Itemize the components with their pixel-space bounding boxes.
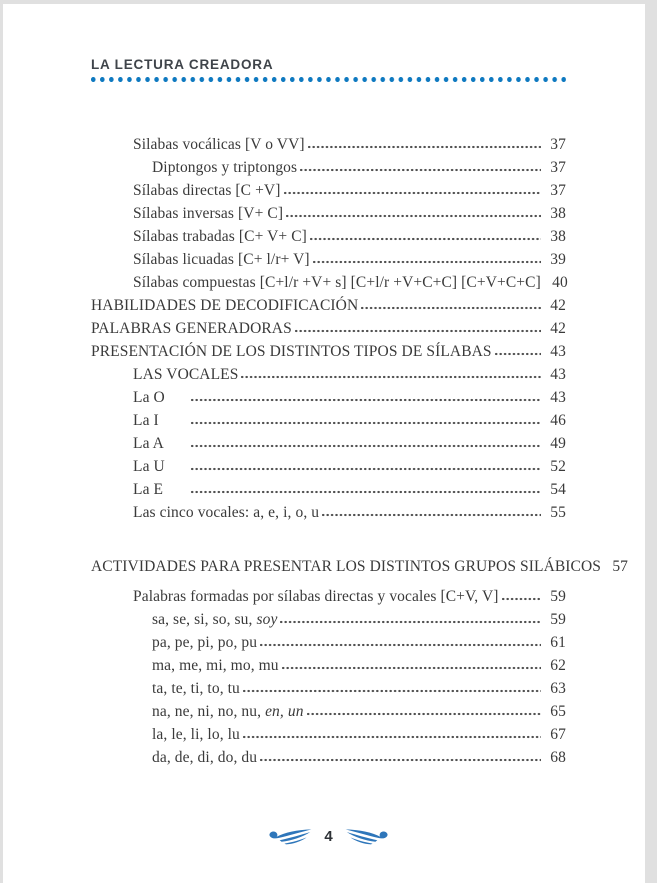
toc-entry — [91, 386, 566, 409]
dot-leader — [494, 343, 541, 356]
toc-entry-page-number: 55 — [550, 504, 566, 521]
toc-entry-page-number: 43 — [550, 366, 566, 383]
dot-leader — [321, 504, 541, 517]
dot-leader — [190, 435, 541, 448]
toc-entry-label: Sílabas directas [C +V] — [133, 182, 281, 199]
toc-entry-page-number: 49 — [550, 435, 566, 452]
toc-entry-label: La I — [133, 412, 159, 429]
toc-entry-label: Sílabas licuadas [C+ l/r+ V] — [133, 251, 310, 268]
toc-entry-page-number: 62 — [550, 657, 566, 674]
toc-entry-label: La E — [133, 481, 164, 498]
dot-leader — [190, 481, 541, 494]
toc-entry-label: ta, te, ti, to, tu — [152, 680, 240, 697]
toc-entry-label: Palabras formadas por sílabas directas y vocales [C+V, V] — [133, 588, 499, 605]
dot-leader — [299, 159, 541, 172]
dot-leader — [312, 251, 541, 264]
toc-entry — [91, 248, 566, 271]
toc-entry — [91, 455, 566, 478]
toc-entry — [91, 478, 566, 501]
toc-entry-label: ma, me, mi, mo, mu — [152, 657, 279, 674]
table-of-contents — [91, 133, 629, 769]
dot-leader — [240, 366, 541, 379]
toc-entry-page-number: 68 — [550, 749, 566, 766]
page-content — [91, 4, 629, 845]
toc-entry-label: Diptongos y triptongos — [152, 159, 298, 176]
toc-entry-label: La A — [133, 435, 164, 452]
dot-leader — [360, 297, 541, 310]
toc-entry — [91, 746, 566, 769]
toc-entry — [91, 202, 566, 225]
toc-entry-page-number: 65 — [550, 703, 566, 720]
toc-entry-label: ACTIVIDADES PARA PRESENTAR LOS DISTINTOS GRUPOS SILÁBICOS — [91, 558, 602, 575]
page-number: 4 — [324, 827, 333, 845]
toc-entry — [91, 432, 566, 455]
page-header-title: LA LECTURA CREADORA — [91, 57, 274, 72]
toc-entry — [91, 723, 566, 746]
toc-entry-page-number: 38 — [550, 228, 566, 245]
toc-spacer — [91, 578, 566, 585]
dot-leader — [190, 389, 541, 402]
wave-flourish-icon — [267, 827, 313, 845]
dot-leader — [281, 657, 541, 670]
toc-entry-label: PRESENTACIÓN DE LOS DISTINTOS TIPOS DE SÍLABAS — [91, 343, 492, 360]
toc-entry-page-number: 37 — [550, 159, 566, 176]
toc-entry — [91, 700, 566, 723]
toc-entry-page-number: 38 — [550, 205, 566, 222]
toc-entry-label: la, le, li, lo, lu — [152, 726, 240, 743]
toc-entry-page-number: 67 — [550, 726, 566, 743]
toc-entry-page-number: 42 — [550, 297, 566, 314]
dot-leader — [283, 182, 542, 195]
toc-entry — [91, 654, 566, 677]
toc-entry — [91, 179, 566, 202]
page-footer — [91, 827, 566, 845]
wave-flourish-icon — [344, 827, 390, 845]
dot-leader — [285, 205, 541, 218]
toc-entry-page-number: 37 — [550, 136, 566, 153]
toc-entry-page-number: 54 — [550, 481, 566, 498]
toc-entry — [91, 585, 566, 608]
dotted-divider — [91, 77, 566, 82]
dot-leader — [309, 228, 541, 241]
toc-entry-label: La U — [133, 458, 165, 475]
toc-entry — [91, 555, 629, 578]
dot-leader — [259, 749, 541, 762]
toc-entry-label: sa, se, si, so, su, soy — [152, 611, 278, 628]
toc-entry — [91, 363, 566, 386]
dot-leader — [242, 726, 541, 739]
toc-entry-page-number: 39 — [550, 251, 566, 268]
dot-leader — [190, 458, 541, 471]
toc-entry-label: LAS VOCALES — [133, 366, 239, 383]
toc-entry-label: Las cinco vocales: a, e, i, o, u — [133, 504, 320, 521]
toc-entry — [91, 631, 566, 654]
dot-leader — [306, 703, 541, 716]
toc-entry-label: Sílabas trabadas [C+ V+ C] — [133, 228, 307, 245]
dot-leader — [259, 634, 541, 647]
toc-entry — [91, 294, 566, 317]
toc-entry-label: La O — [133, 389, 165, 406]
dot-leader — [279, 611, 541, 624]
toc-entry — [91, 501, 566, 524]
toc-entry-page-number: 59 — [550, 611, 566, 628]
toc-entry-page-number: 63 — [550, 680, 566, 697]
dot-leader — [242, 680, 541, 693]
toc-entry-label: HABILIDADES DE DECODIFICACIÓN — [91, 297, 359, 314]
toc-entry — [91, 317, 566, 340]
book-page — [3, 4, 645, 883]
toc-entry — [91, 677, 566, 700]
toc-entry-label: da, de, di, do, du — [152, 749, 258, 766]
dot-leader — [190, 412, 541, 425]
toc-entry — [91, 340, 566, 363]
toc-entry-page-number: 37 — [550, 182, 566, 199]
toc-entry-page-number: 42 — [550, 320, 566, 337]
toc-entry — [91, 271, 566, 294]
dot-leader — [294, 320, 541, 333]
toc-entry-page-number: 46 — [550, 412, 566, 429]
dot-leader — [501, 588, 541, 601]
toc-entry-page-number: 52 — [550, 458, 566, 475]
toc-entry-page-number: 43 — [550, 343, 566, 360]
toc-entry-label: Sílabas compuestas [C+l/r +V+ s] [C+l/r +V+C+C] [C+V+C+C] — [133, 274, 541, 291]
dot-leader — [307, 136, 541, 149]
toc-entry-label: na, ne, ni, no, nu, en, un — [152, 703, 304, 720]
toc-entry-page-number: 61 — [550, 634, 566, 651]
toc-entry-page-number: 57 — [612, 558, 629, 575]
toc-entry — [91, 608, 566, 631]
toc-entry-label: Sílabas inversas [V+ C] — [133, 205, 284, 222]
toc-entry — [91, 133, 566, 156]
toc-entry-page-number: 59 — [550, 588, 566, 605]
toc-entry-label: PALABRAS GENERADORAS — [91, 320, 292, 337]
toc-entry — [91, 409, 566, 432]
toc-entry-label: pa, pe, pi, po, pu — [152, 634, 258, 651]
toc-entry — [91, 156, 566, 179]
toc-entry-label: Silabas vocálicas [V o VV] — [133, 136, 305, 153]
toc-entry-page-number: 43 — [550, 389, 566, 406]
toc-spacer — [91, 524, 566, 555]
toc-entry-page-number: 40 — [552, 274, 568, 291]
toc-entry — [91, 225, 566, 248]
